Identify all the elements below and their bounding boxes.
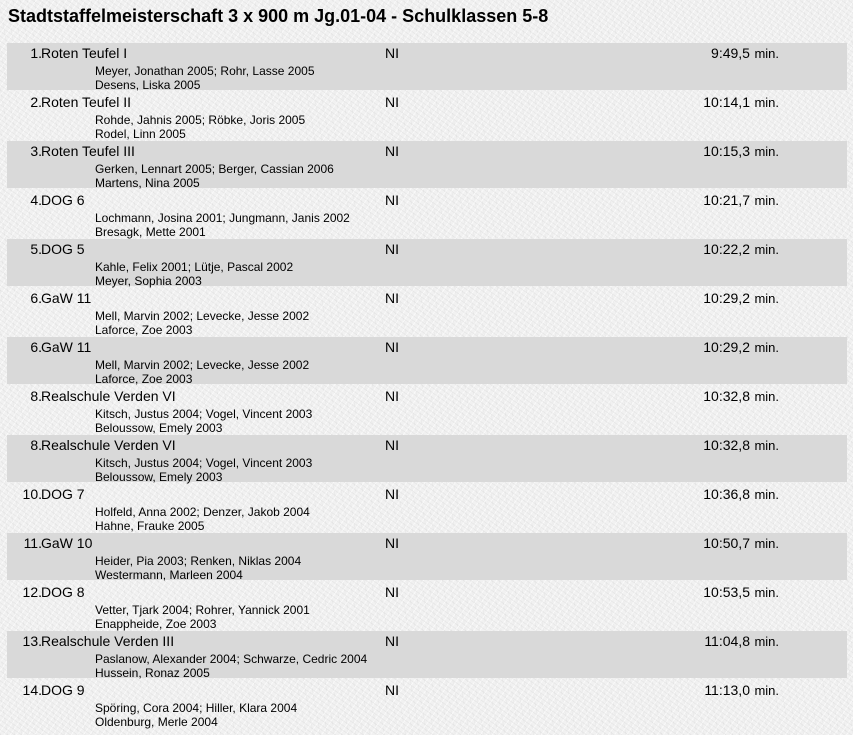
members-line-2: Westermann, Marleen 2004 [95,568,243,582]
time: 10:21,7 [703,192,750,208]
result-row [7,141,847,188]
members-line-1: Gerken, Lennart 2005; Berger, Cassian 2006 [95,162,334,176]
rank: 6. [30,290,42,306]
time: 10:32,8 [703,388,750,404]
time-unit: min. [754,389,779,404]
time-unit: min. [754,291,779,306]
rank: 10. [22,486,42,502]
rank: 4. [30,192,42,208]
region-code: NI [385,192,399,208]
members-line-1: Kitsch, Justus 2004; Vogel, Vincent 2003 [95,456,313,470]
time-cell [703,535,779,552]
result-row [7,386,847,433]
time: 10:32,8 [703,437,750,453]
region-code: NI [385,584,399,600]
time: 10:53,5 [703,584,750,600]
team-name: Realschule Verden VI [41,437,176,453]
time: 10:22,2 [703,241,750,257]
members-line-1: Heider, Pia 2003; Renken, Niklas 2004 [95,554,302,568]
team-name: Realschule Verden III [41,633,175,649]
time: 10:15,3 [703,143,750,159]
time-cell [703,486,779,503]
members-line-2: Beloussow, Emely 2003 [95,421,223,435]
time-cell [703,339,779,356]
region-code: NI [385,45,399,61]
result-row [7,680,847,727]
members-line-2: Laforce, Zoe 2003 [95,323,193,337]
members-line-2: Oldenburg, Merle 2004 [95,715,218,729]
region-code: NI [385,535,399,551]
rank: 12. [22,584,42,600]
rank: 6. [30,339,42,355]
time: 10:50,7 [703,535,750,551]
team-name: Roten Teufel III [41,143,135,159]
time-unit: min. [754,438,779,453]
members-line-1: Lochmann, Josina 2001; Jungmann, Janis 2002 [95,211,350,225]
rank: 3. [30,143,42,159]
result-row [7,288,847,335]
rank: 11. [23,535,42,551]
team-name: DOG 7 [41,486,85,502]
region-code: NI [385,388,399,404]
region-code: NI [385,486,399,502]
members-line-2: Desens, Liska 2005 [95,78,201,92]
time-cell [703,388,779,405]
time-cell [703,290,779,307]
rank: 14. [22,682,42,698]
time-unit: min. [754,95,779,110]
time: 10:14,1 [703,94,750,110]
time-cell [703,241,779,258]
members-line-1: Kahle, Felix 2001; Lütje, Pascal 2002 [95,260,294,274]
rank: 8. [30,388,42,404]
members-line-2: Enappheide, Zoe 2003 [95,617,217,631]
members-line-1: Spöring, Cora 2004; Hiller, Klara 2004 [95,701,298,715]
result-row [7,435,847,482]
members-line-2: Hussein, Ronaz 2005 [95,666,210,680]
members-line-2: Beloussow, Emely 2003 [95,470,223,484]
region-code: NI [385,633,399,649]
rank: 2. [30,94,42,110]
team-name: DOG 8 [41,584,85,600]
result-row [7,43,847,90]
region-code: NI [385,290,399,306]
result-row [7,239,847,286]
team-name: Roten Teufel I [41,45,128,61]
time-cell [703,192,779,209]
time-unit: min. [754,242,779,257]
time-unit: min. [754,683,779,698]
time-unit: min. [754,536,779,551]
time-cell [704,682,779,699]
time: 10:29,2 [703,339,750,355]
members-line-1: Rohde, Jahnis 2005; Röbke, Joris 2005 [95,113,306,127]
result-row [7,92,847,139]
time-cell [703,143,779,160]
time: 11:13,0 [704,682,750,698]
time: 11:04,8 [704,633,750,649]
time-unit: min. [754,46,779,61]
members-line-2: Laforce, Zoe 2003 [95,372,193,386]
time: 10:29,2 [703,290,750,306]
region-code: NI [385,143,399,159]
members-line-2: Hahne, Frauke 2005 [95,519,205,533]
region-code: NI [385,682,399,698]
time-cell [703,94,779,111]
team-name: GaW 11 [41,290,92,306]
team-name: DOG 5 [41,241,85,257]
result-row [7,337,847,384]
members-line-2: Rodel, Linn 2005 [95,127,186,141]
members-line-1: Mell, Marvin 2002; Levecke, Jesse 2002 [95,309,310,323]
region-code: NI [385,339,399,355]
time-unit: min. [754,193,779,208]
result-row [7,582,847,629]
time-cell [703,584,779,601]
rank: 5. [30,241,42,257]
members-line-2: Meyer, Sophia 2003 [95,274,202,288]
time-unit: min. [754,340,779,355]
time-unit: min. [754,144,779,159]
members-line-2: Bresagk, Mette 2001 [95,225,206,239]
rank: 13. [22,633,42,649]
region-code: NI [385,241,399,257]
time-cell [711,45,779,62]
team-name: Realschule Verden VI [41,388,176,404]
page-title: Stadtstaffelmeisterschaft 3 x 900 m Jg.01-04 - Schulklassen 5-8 [8,6,549,26]
members-line-1: Meyer, Jonathan 2005; Rohr, Lasse 2005 [95,64,315,78]
result-row [7,190,847,237]
result-row [7,631,847,678]
time: 10:36,8 [703,486,750,502]
region-code: NI [385,437,399,453]
results-table [7,43,847,729]
time-unit: min. [754,487,779,502]
time-unit: min. [754,585,779,600]
time-unit: min. [754,634,779,649]
time-cell [703,437,779,454]
time: 9:49,5 [711,45,750,61]
region-code: NI [385,94,399,110]
team-name: DOG 6 [41,192,85,208]
rank: 8. [30,437,42,453]
members-line-2: Martens, Nina 2005 [95,176,200,190]
result-row [7,533,847,580]
members-line-1: Paslanow, Alexander 2004; Schwarze, Cedric 2004 [95,652,368,666]
team-name: Roten Teufel II [41,94,132,110]
members-line-1: Holfeld, Anna 2002; Denzer, Jakob 2004 [95,505,310,519]
team-name: DOG 9 [41,682,85,698]
team-name: GaW 11 [41,339,92,355]
time-cell [704,633,779,650]
team-name: GaW 10 [41,535,93,551]
rank: 1. [30,45,42,61]
members-line-1: Mell, Marvin 2002; Levecke, Jesse 2002 [95,358,310,372]
result-row [7,484,847,531]
members-line-1: Kitsch, Justus 2004; Vogel, Vincent 2003 [95,407,313,421]
members-line-1: Vetter, Tjark 2004; Rohrer, Yannick 2001 [95,603,310,617]
